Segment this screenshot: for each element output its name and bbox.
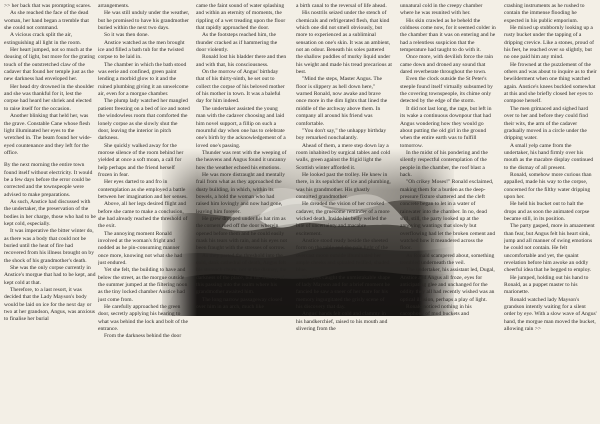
paragraph: The annoying moment Ronald involved at the woman's fright and nodded as he pin-consuming manner once more, knowing not what she had just endured. [98, 230, 183, 267]
paragraph: The chamber in which the bath stood was eerie and confined, green paint lending a morbid glow to it and the ruined plumbing giving it an unwelcome air, even for a morgue chamber. [98, 61, 189, 98]
paragraph: From the darkness behind the door [104, 333, 182, 340]
paragraph: Ronald lost his bladder there and then and with that, his consciousness. [196, 54, 287, 68]
paragraph: Her head dry drowned in the shoulder and she was thankful for it, lest the corpse had heard her shriek and elected to raise itself for the occasion. [4, 83, 95, 112]
paragraph: So it was then done. [104, 32, 149, 39]
paragraph: The undertaker assisted the young man with the cadaver choosing and laid him novel support, a fillip on such a mournful day when one has to celebrate one's birth by the acknowledgement of a loved one's passing. [196, 105, 286, 149]
paragraph: "You don't say," the unhappy birthday boy remarked nonchalantly. [296, 127, 387, 142]
paragraph: A vicious crack split the air, extinguishing all light in the room. [4, 32, 82, 46]
text-column-4 [296, 3, 392, 419]
text-column-1 [4, 3, 96, 419]
paragraph: Ronald watched lady Mayson's grandson intently waiting for a silent order by eye. With a slow wave of Angus' hand, the morgue man moved the bucket, allowing rain >> [504, 296, 597, 333]
paragraph: Once more, with devilish force the rain came down and droned any sound that dared reverberate throughout the town. [400, 54, 494, 76]
paragraph: He dreaded the vision of her crooked cadaver, the gruesome reminder of a more wicked death. Inside his belly welled the bile of uncertainty and macabre excitement. [296, 201, 390, 237]
paragraph: Her eyes darted to and fro in contemplation as she employed a battle between her imagination and her senses. [98, 179, 188, 200]
paragraph: As she reached the face of the dead woman, her hand began a tremble that she could not command. [4, 10, 89, 32]
paragraph: He grew dropped under his hat rim as the corners rued off the door wherein opened before them and he could easily mask his tears with rain, and his eyes not been fraught with the stresses of sorrow. [196, 215, 288, 252]
paragraph: A small yelp came from the undertaker, his hand firmly over his mouth as the macabre display continued to the dismay of all present. [504, 142, 594, 171]
paragraph: Therefore, to a last resort, it was decided that the Lady Mayson's body would be laid on ice for the next day or two at her grandson, Angus, was anxious to finalise her burial [4, 287, 95, 323]
paragraph: He frowned at the puzzlement of the others and was about to inquire as to their bewilderment when one thing watched again. Anstice's knees buckled somewhat at this and she briefly closed her eyes to compose herself. [504, 61, 597, 105]
section-start-paragraph: By the next morning the entire town found itself without electricity. It would be a few days before the error could be corrected and the townspeople were advised to make preparations. [4, 162, 93, 198]
paragraph: It was imperative the bitter winter do, as there was a body that could not be buried until the heat of fire had recovered from his illness brought on by the shock of his grandmother's death. [4, 228, 94, 264]
paragraph: Ronald, somehow more curious than appalled, made his way to the corpse, concerned for the filthy water dripping upon her. [504, 171, 592, 200]
paragraph: Her heart jumped, not so much at the dousing of light, but more for the grating touch of the outstretched claw of the cadaver that found her temple just as the new darkness had enveloped her. [4, 47, 95, 83]
paragraph: He looked past the trolley. He knew in there, in its sepulcher of ice and plumbing, was his grandmother. His ghastly contorted grandmother. [296, 171, 391, 200]
paragraph: Yet she felt, the building to have and below the street, as the morgue outside the summer jumped at the filtering noon as the tiny locked chamber Anstice had just come from. [98, 267, 188, 303]
paragraph: It did not last long, the rage, but left in its wake a continuous downpour that had Angus wondering how they would go about putting the old girl in the ground when the entire earth was to fulfill tomorrow. [400, 105, 492, 149]
text-column-2 [98, 3, 190, 419]
paragraph: In the midst of his pondering and the silently respectful contemplation of the people in the chamber, the roof blast a hack. [400, 149, 488, 178]
paragraph: "Mind the steps, Master Angus. The floor is slippery as hell down here," warned Ronald, now awake and brave once more in the dim lights that lined the middle of the archway above them. In company all around his friend was comfortable. [296, 76, 388, 127]
paragraph: arrangements. [98, 3, 130, 9]
paragraph: He was more distraught and mentally frail from what as they approached the dusty building, in which, within its bowels, a hold the woman who had raised him lovingly and now had gone, leaving him forever. [196, 171, 286, 215]
paragraph: The party gasped, more in amazement than fear, but Angus felt his heart sink, jump and all manner of swing emotions he could not contain. He felt uncomfortable and yet, the quaint revelation before him awoke an oddly cheerful idea that he begged to employ. [504, 223, 595, 274]
paragraph: Another blinking that held her, was the grave. Constable Cane whose flesh light illuminated her eyes to the wretched in. The beam found her wide-eyed countenance and they left for the office. [4, 113, 92, 156]
paragraph: He mixed up stubbornly looking up a rusty bucket under the tapping of a dripping crevice. Like a stones, proud of his feet, he reached over so slightly, but no one paid him any mind. [504, 25, 594, 61]
paragraph: Ronald noticed nothing in his cacophony of mud buckets and [400, 304, 472, 318]
paragraph: His skin crawled as he beheld the coldness come now, for it seemed colder in the chamber than it was on entering and he had a relentless suspicion that the temperature had taught to do with it. [400, 17, 496, 54]
paragraph: The men grimaced and sighed hard over to her and before they could find their wits, the arm of the cadaver gradually moved in a circle under the dripping water. [504, 105, 589, 142]
paragraph: Anstice stood ready beside the sheeted form on the table and the pale light of the overcast moon outside illuminated her ample cheeks and spiraled twilled, shaded blue. [296, 238, 390, 274]
paragraph: crashing instruments as he rushed to contain the immense flooding he expected in his public emporium. [504, 3, 585, 24]
paragraph: came the faint sound of water splashing and within an eternity of moments, the rippling of a wet treading upon the floor that rapidly approached the door. [196, 3, 286, 32]
paragraph: He held his bucket out to halt the drops and as soon the animated corpse became still, in its position. [504, 201, 590, 222]
paragraph: Angus' hands felt cold and clammy in his handkerchief, raised to his mouth and slivering from the [296, 311, 388, 333]
paragraph: He jumped, holding out his hand to Ronald, as a puppet master to his marionette. [504, 274, 589, 296]
paragraph: She was the only corpse currently in Anstice's morgue that had to be kept, and kept cold at that. [4, 265, 96, 286]
paragraph: Even the clock outside the St Peter's steeple found itself virtually subsumed by the covering townspeople, its chime only detected by the edge of the storm. [400, 76, 493, 105]
paragraph: unnatural cold in the creepy chamber where he was reunited with her. [400, 3, 483, 17]
paragraph: His nostrils seized under the stench of chemicals and refrigerated flesh, that kind which one did not smell obviously, but more to experienced as a subliminal sensation on one's skin. It was an ambient, not an odour. Beneath his soles pattered the shallow puddles of murky liquid under his weight and made his tread precarious at best. [296, 10, 392, 76]
paragraph: The undertaker, his assistant led, Dugal, Anstice and Angus all froze, eyes for anticipating glee and unchanged for the oddity they all had recently wished was an optical illusion, perhaps a play of light. [400, 267, 495, 303]
paragraph: The long narrow passageway closed over him in an arch, much like [196, 296, 283, 311]
paragraph: Above, all her legs desired flight and before she came to make a conclusion, she had already reached the threshold of the exit. [98, 201, 188, 230]
paragraph: Anstice watched as the men brought ice and filled a bath tub for the twisted corpse to be laid in. [98, 39, 185, 61]
paragraph: As they parted the threshold into the cold, dank cathedral of death, Angus felt his stomach churn, not at the dismay, the darkness of the place, but the finality of this passing into the realm where his grandmother awaited him. [196, 252, 287, 296]
paragraph: Ahead of them, a mere step down lay a room inhabited by surgical tables and cold walls, green against the frigid light the Scottish winter afforded it. [296, 142, 391, 171]
text-column-5 [400, 3, 496, 419]
paragraph: On the morrow of Angus' birthday that of his thirty-ninth, he set out to collect the corpse of his beloved mother of his mother in town. It was a baleful day for him indeed. [196, 69, 285, 105]
paragraph: Thunder was rent with the weeping of the heavens and Angus found it uncanny how the weather echoed his emotions. [196, 149, 287, 171]
paragraph: As Ronald scampered about, something trembled underneath the veil. [400, 252, 495, 267]
paragraph: "Oh crikey Moses!" Ronald exclaimed, making them for a burden as the deep-pressure fixture shattered and the cleft concrete began to let in a water of rainwater into the chamber. In no, dead still, still, the party looked up at the annoying wantings that slowly but overflowing had let the broken cement and watched how it meandered across the floor. [400, 179, 496, 252]
paragraph: a birth canal to the reversal of life ahead. [296, 3, 387, 9]
paragraph: As the footsteps reached him, the thunder cracked as if hammering the door violently. [196, 32, 278, 54]
paragraph: The plump lady watched her mangled patient freezing on a bed of ice and noted the windowless room that comforted the lonely corpse as she slowly shut the door, leaving the interior in pitch darkness. [98, 98, 190, 142]
paragraph: She quickly walked away for the morose silence of the room behind her yielded at once a soft moan, a call for help perhaps and the friend herself frozen in fear. [98, 142, 184, 178]
paragraph: >> her back that was prompting scares. [4, 3, 92, 9]
text-column-6 [504, 3, 597, 419]
paragraph: He carefully approached the green door, secretly applying his hearing to what was behind the lock and bolt of the entrance. [98, 304, 188, 333]
paragraph: He was still unduly under the weather, but he promised to have his grandmother buried within the next two days. [98, 10, 190, 32]
text-column-3 [196, 3, 288, 419]
paragraph: As such, Anstice had discussed with the undertaker, the preservation of the bodies in her charge, those who had to be kept cold, especially. [4, 198, 96, 227]
paragraph: His eyes caught the unmistakable shape of lady Mayson and for a brief moment he fancied he saw a sneer of her stare for his memory ingurgitated the grisly scene of his discovery that day. [296, 274, 391, 311]
